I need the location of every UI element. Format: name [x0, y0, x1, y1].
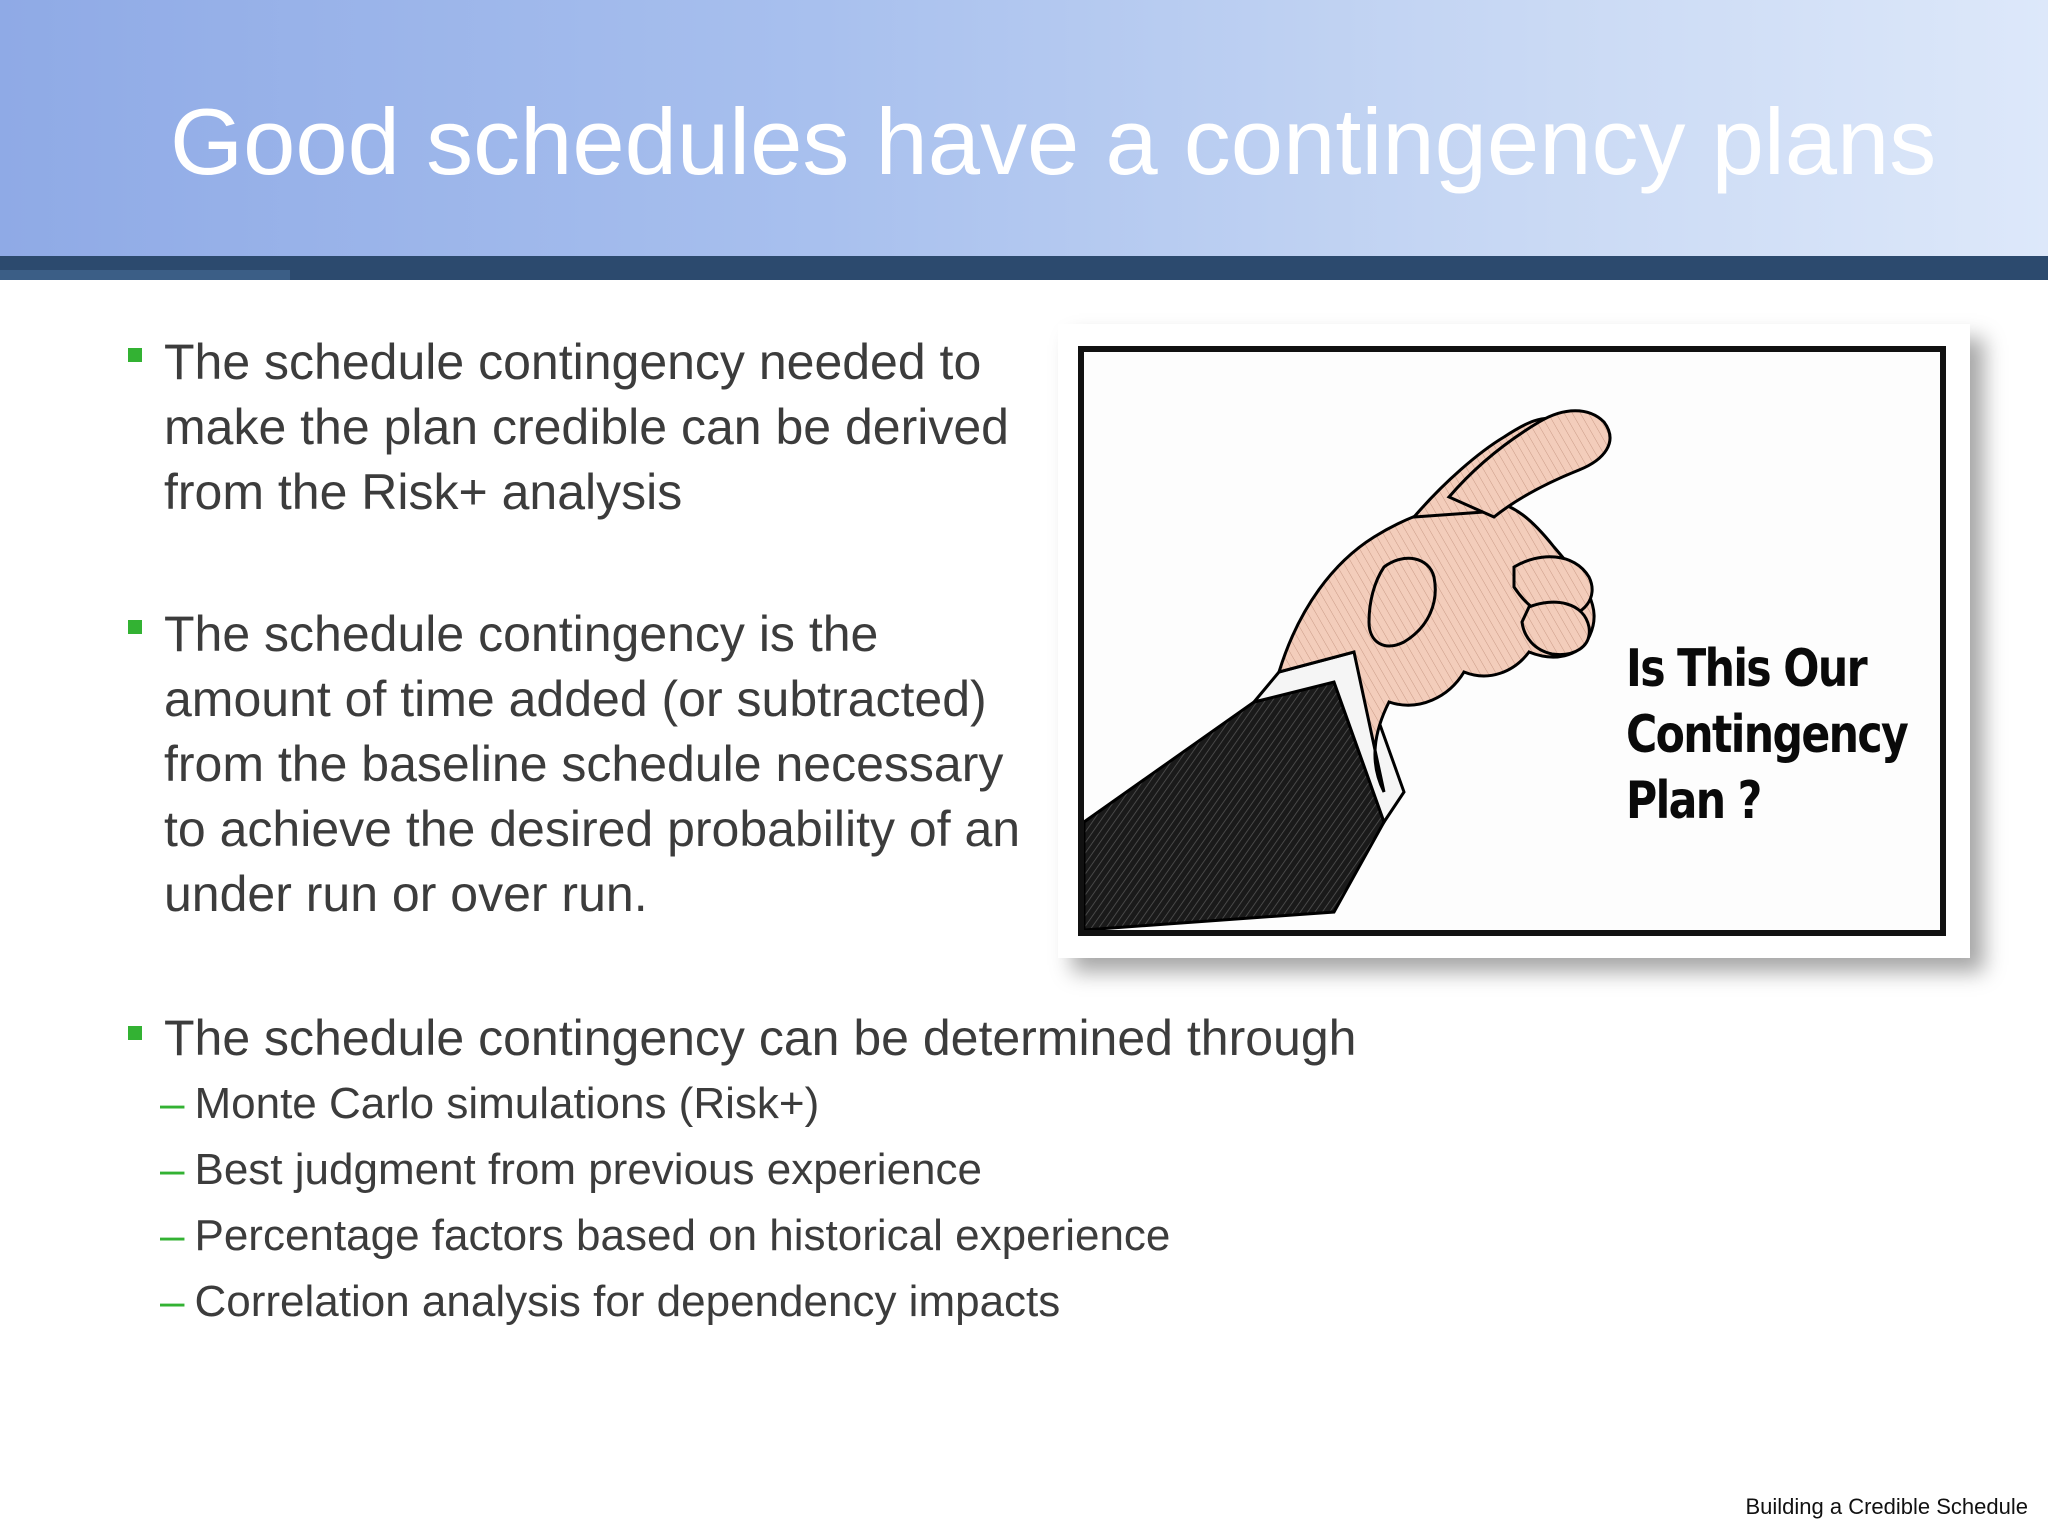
sub-bullet-item — [160, 1210, 1170, 1276]
slide-title: Good schedules have a contingency plans — [170, 89, 1937, 194]
bullet-square-icon — [128, 620, 142, 634]
sub-bullet-item — [160, 1276, 1170, 1342]
dash-marker: – — [160, 1145, 185, 1194]
bullet-square-icon — [128, 1026, 142, 1040]
slide-header — [0, 0, 2048, 256]
sub-bullet-list — [160, 1078, 1170, 1342]
bullet-text: The schedule contingency is the amount of time added (or subtracted) from the baseline schedule necessary to achieve the desired probability of an under run or over run. — [164, 606, 1021, 922]
bullet-text: The schedule contingency needed to make the plan credible can be derived from the Risk+ analysis — [164, 334, 1009, 520]
sub-bullet-item — [160, 1144, 1170, 1210]
sub-bullet-text: Correlation analysis for dependency impacts — [194, 1277, 1061, 1326]
header-divider-accent — [0, 270, 290, 280]
sub-bullet-text: Percentage factors based on historical experience — [194, 1211, 1171, 1260]
sub-bullet-item — [160, 1078, 1170, 1144]
dash-marker: – — [160, 1211, 185, 1260]
dash-marker: – — [160, 1277, 185, 1326]
cartoon-image — [1058, 324, 1970, 958]
cartoon-border — [1078, 346, 1946, 936]
sub-bullet-text: Best judgment from previous experience — [194, 1145, 982, 1194]
bullet-text: The schedule contingency can be determined through — [164, 1010, 1357, 1066]
footer-text: Building a Credible Schedule — [1745, 1494, 2028, 1519]
dash-marker: – — [160, 1079, 185, 1128]
cartoon-caption: Is This Our Contingency Plan ? — [1626, 639, 1908, 831]
bullet-square-icon — [128, 348, 142, 362]
sub-bullet-text: Monte Carlo simulations (Risk+) — [194, 1079, 820, 1128]
header-divider — [0, 256, 2048, 280]
